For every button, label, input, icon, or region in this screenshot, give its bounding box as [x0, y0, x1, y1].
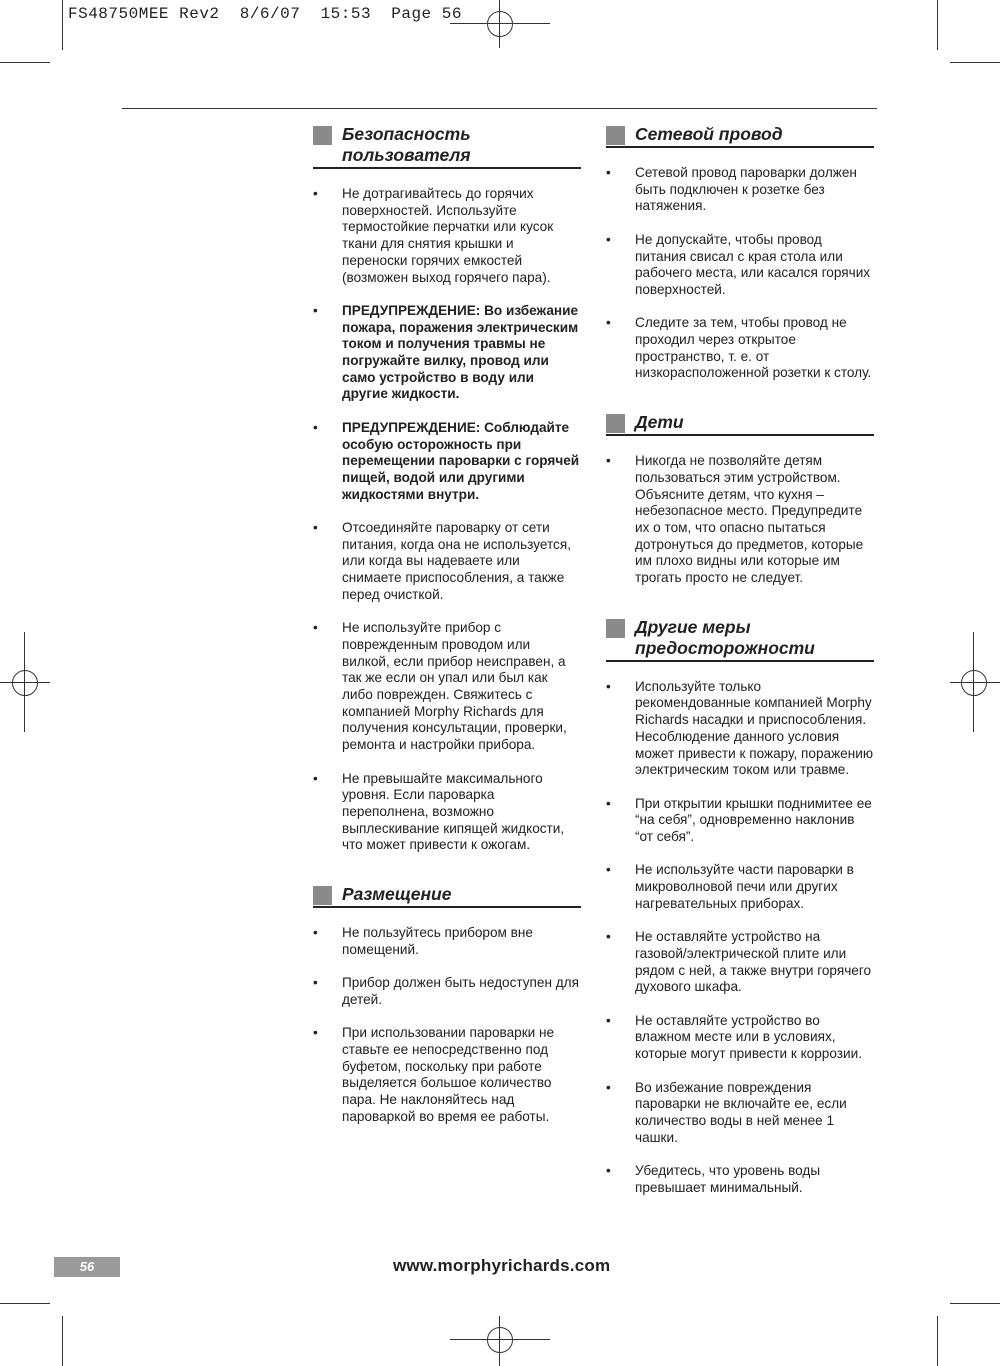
section-heading — [606, 412, 874, 436]
bullet-list — [313, 186, 581, 854]
section-heading — [313, 124, 581, 169]
list-item: • Не дотрагивайтесь до горячих поверхностей. Используйте термостойкие перчатки или кусок ткани для снятия крышки и переноски горячих емкостей (возможен выход горячего пара). — [313, 186, 554, 285]
list-item: • Следите за тем, чтобы провод не проходил через открытое пространство, т. е. от низкорасположенной розетки к столу. — [606, 315, 872, 381]
left-column — [313, 124, 581, 1155]
heading-square-icon — [606, 619, 625, 638]
list-item: • Никогда не позволяйте детям пользоваться этим устройством. Объясните детям, что кухня – небезопасное место. Предупредите их о том, что опасно пытаться дотронуться до предметов, которые им плохо видны или которые им трогать просто не следует. — [606, 453, 864, 586]
section-placement — [313, 884, 581, 1125]
heading-square-icon — [606, 126, 625, 145]
bullet-list — [606, 453, 874, 587]
list-item: • Не используйте прибор с поврежденным проводом или вилкой, если прибор неисправен, а так же если он упал или был как либо поврежден. Свяжитесь с компанией Morphy Richards для получения консультации, проверки, ремонта и настройки прибора. — [313, 620, 567, 753]
list-item: • Сетевой провод пароварки должен быть подключен к розетке без натяжения. — [606, 165, 857, 214]
section-heading — [606, 124, 874, 148]
list-item: • Не оставляйте устройство во влажном месте или в условиях, которые могут привести к коррозии. — [606, 1012, 862, 1062]
list-item: • Не оставляйте устройство на газовой/электрической плите или рядом с ней, а также внутри горячего духового шкафа. — [606, 929, 872, 995]
heading-square-icon — [313, 126, 332, 145]
list-item-warning: • ПРЕДУПРЕЖДЕНИЕ: Соблюдайте особую осторожность при перемещении пароварки с горячей пищей, водой или другими жидкостями внутри. — [313, 419, 580, 502]
section-other-precautions — [606, 617, 874, 1197]
bullet-list — [606, 165, 874, 382]
list-item-warning: • ПРЕДУПРЕЖДЕНИЕ: Во избежание пожара, поражения электрическим током и получения травмы не погружайте вилку, провод или само устройство в воду или другие жидкости. — [313, 302, 579, 402]
list-item: • Прибор должен быть недоступен для детей. — [313, 975, 579, 1007]
section-power-cord — [606, 124, 874, 382]
section-title: Сетевой провод — [635, 124, 783, 144]
section-title: Безопасность пользователя — [342, 124, 471, 165]
list-item: • Не используйте части пароварки в микроволновой печи или других нагревательных приборах. — [606, 862, 854, 911]
right-column — [606, 124, 874, 1226]
section-user-safety — [313, 124, 581, 854]
list-item: • Во избежание повреждения пароварки не включайте ее, если количество воды в ней менее 1 чашки. — [606, 1079, 847, 1145]
list-item: • Не допускайте, чтобы провод питания свисал с края стола или рабочего места, или касался горячих поверхностей. — [606, 231, 871, 297]
page-number: 56 — [54, 1257, 120, 1277]
list-item: • При открытии крышки поднимитее ее “на себя”, одновременно наклонив “от себя”. — [606, 795, 872, 845]
section-heading — [313, 884, 581, 908]
website-url[interactable]: www.morphyrichards.com — [393, 1256, 611, 1275]
section-title: Дети — [635, 412, 684, 433]
list-item: • При использовании пароварки не ставьте ее непосредственно под буфетом, поскольку при работе выделяется большое количество пара. Не наклоняйтесь над пароваркой во время ее работы. — [313, 1025, 555, 1124]
heading-square-icon — [313, 886, 332, 905]
bullet-list — [313, 925, 581, 1125]
list-item: • Не превышайте максимального уровня. Если пароварка переполнена, возможно выплескивание кипящей жидкости, что может привести к ожогам. — [313, 770, 565, 853]
list-item: • Используйте только рекомендованные компанией Morphy Richards насадки и приспособления. Несоблюдение данного условия может привести к пожару, поражению электрическим током или травме. — [606, 678, 874, 778]
section-title: Размещение — [342, 884, 452, 905]
header-rule — [122, 108, 877, 109]
section-title: Другие меры предосторожности — [635, 616, 815, 658]
print-slug-line: FS48750MEE Rev2 8/6/07 15:53 Page 56 — [68, 5, 462, 23]
list-item: • Не пользуйтесь прибором вне помещений. — [313, 925, 533, 957]
section-heading — [606, 617, 874, 662]
list-item: • Отсоединяйте пароварку от сети питания, когда она не используется, или когда вы надеваете или снимаете приспособления, а также перед очисткой. — [313, 520, 571, 602]
heading-square-icon — [606, 414, 625, 433]
bullet-list — [606, 679, 874, 1197]
section-children — [606, 412, 874, 587]
list-item: • Убедитесь, что уровень воды превышает минимальный. — [606, 1163, 821, 1195]
